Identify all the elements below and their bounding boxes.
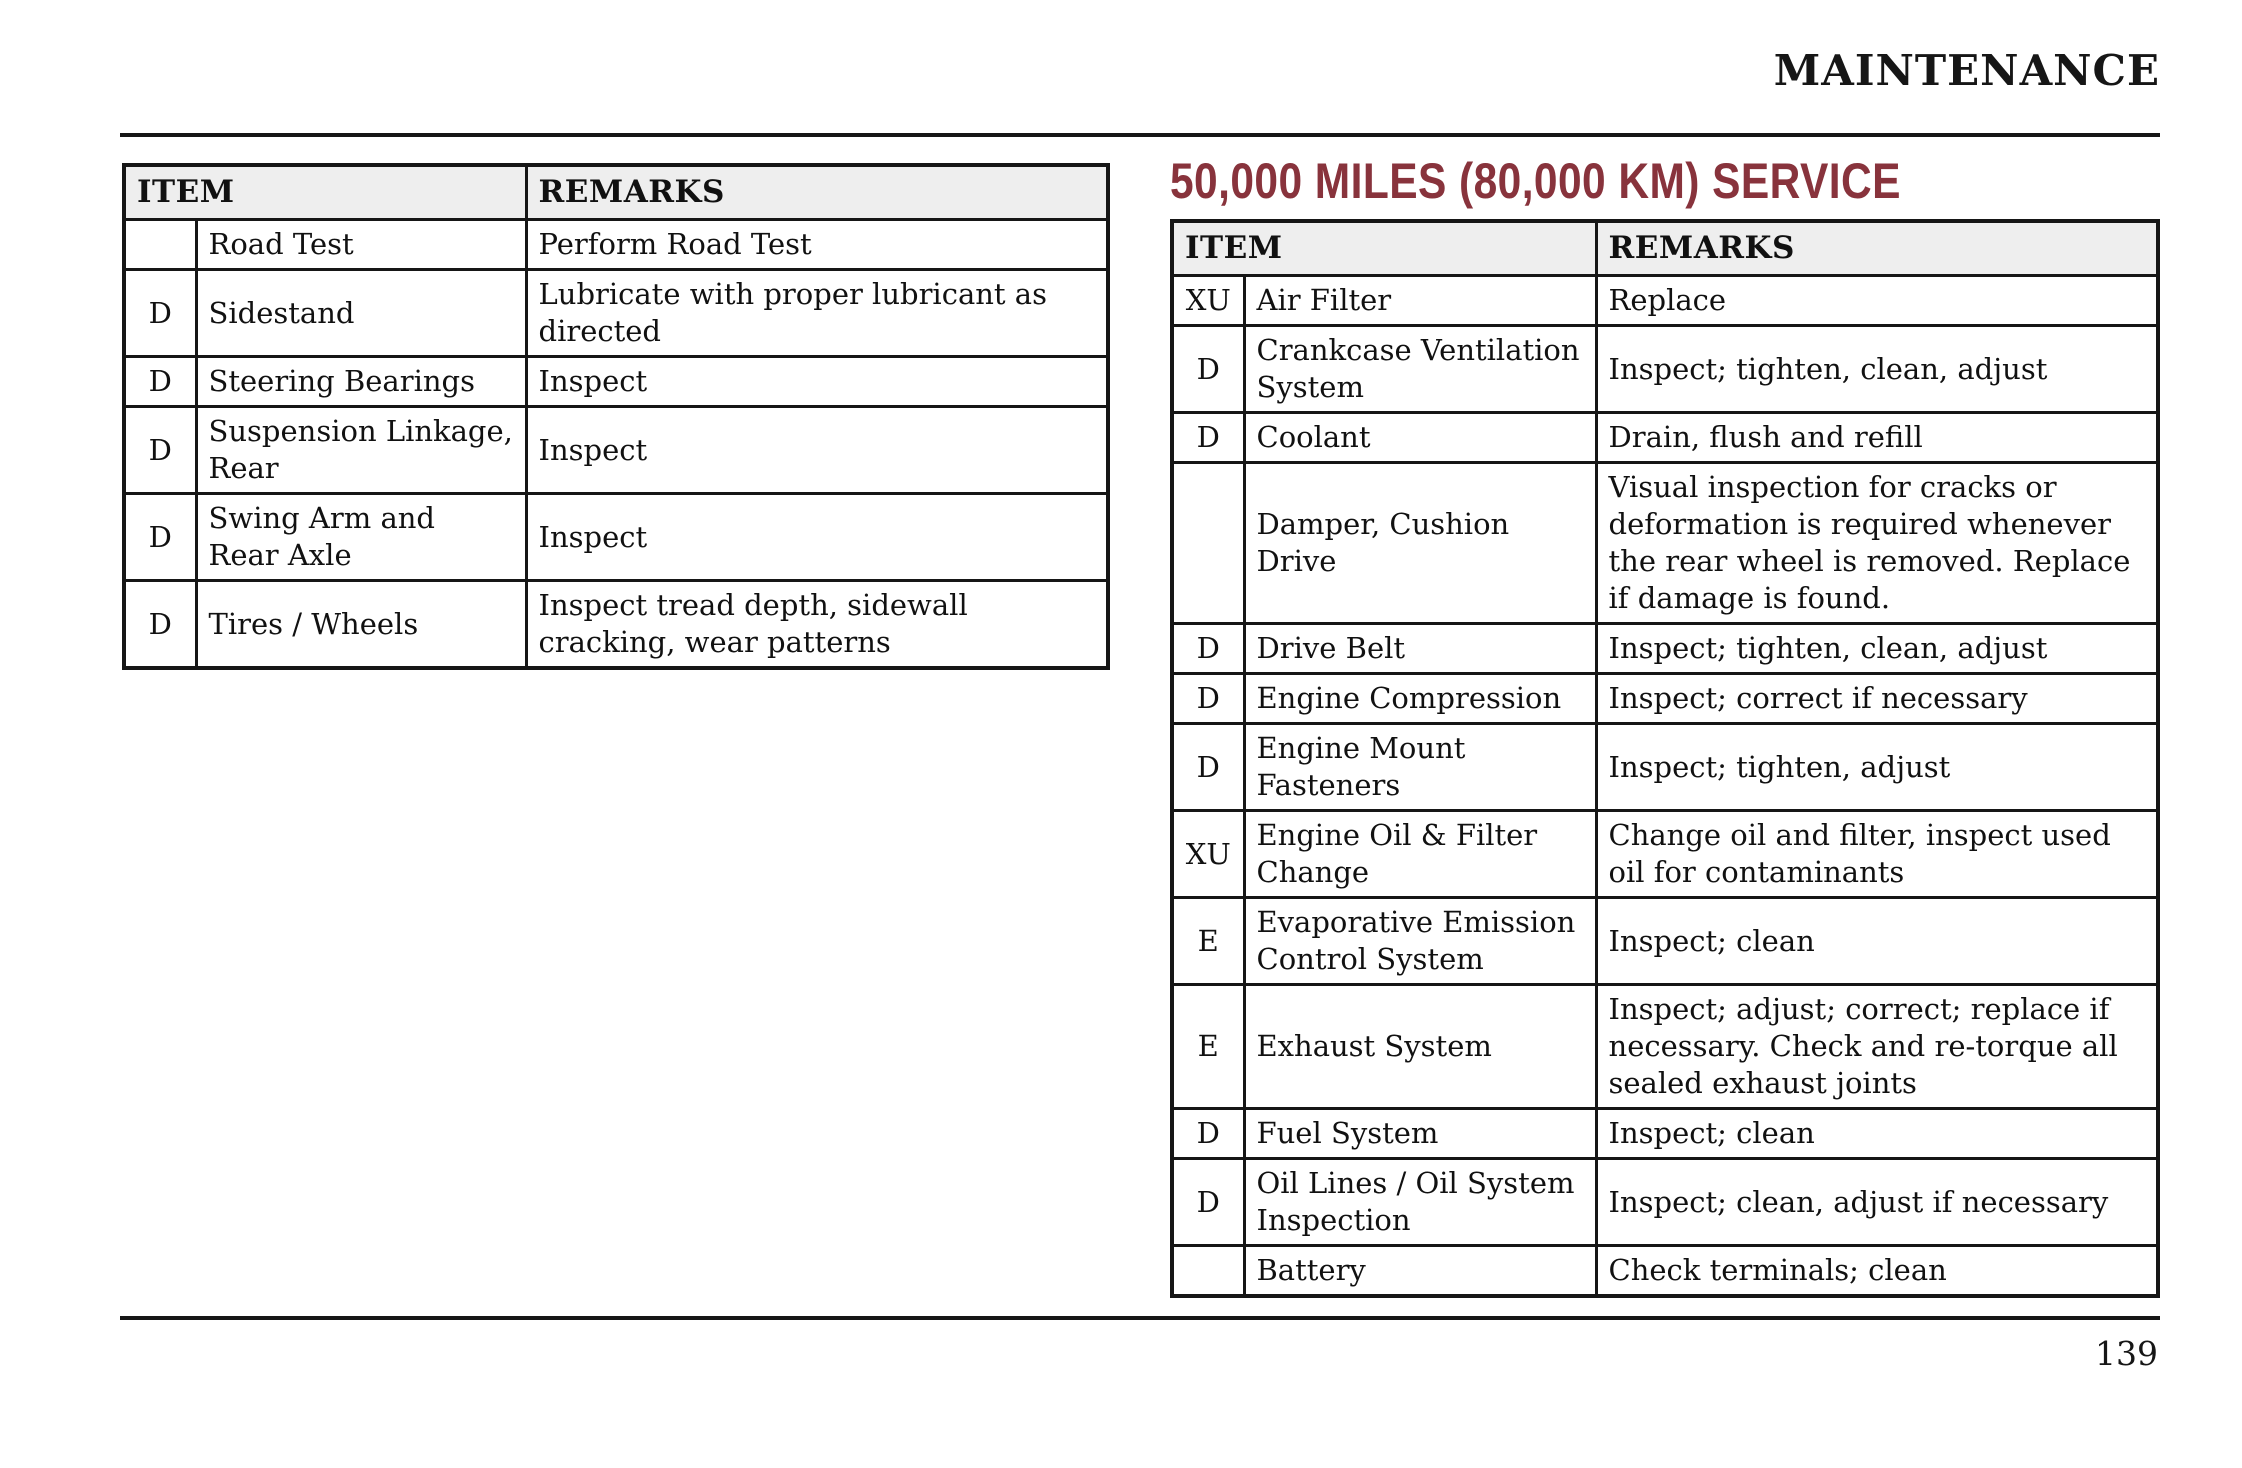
- service-code-cell: D: [1172, 1159, 1244, 1246]
- remarks-cell: Inspect; clean, adjust if necessary: [1596, 1159, 2158, 1246]
- table-row: [1172, 1159, 2158, 1246]
- service-code-cell: D: [1172, 1109, 1244, 1159]
- table-row: [1172, 463, 2158, 624]
- item-cell: Evaporative Emission Control System: [1244, 898, 1596, 985]
- service-code-cell: [1172, 1246, 1244, 1297]
- table-row: [124, 357, 1108, 407]
- item-cell: Suspension Linkage, Rear: [196, 407, 526, 494]
- table-row: [1172, 1246, 2158, 1297]
- remarks-cell: Inspect; tighten, clean, adjust: [1596, 326, 2158, 413]
- table-row: [1172, 724, 2158, 811]
- service-50000-miles-table: [1170, 219, 2160, 1298]
- remarks-cell: Inspect; clean: [1596, 898, 2158, 985]
- item-cell: Oil Lines / Oil System Inspection: [1244, 1159, 1596, 1246]
- item-cell: Fuel System: [1244, 1109, 1596, 1159]
- item-cell: Battery: [1244, 1246, 1596, 1297]
- table-row: [124, 494, 1108, 581]
- service-code-cell: D: [1172, 724, 1244, 811]
- remarks-cell: Lubricate with proper lubricant as directed: [526, 270, 1108, 357]
- header-divider-rule: [120, 133, 2160, 137]
- remarks-cell: Inspect: [526, 357, 1108, 407]
- remarks-cell: Visual inspection for cracks or deformation is required whenever the rear wheel is removed. Replace if damage is found.: [1596, 463, 2158, 624]
- section-title: 50,000 MILES (80,000 KM) SERVICE: [1170, 153, 1901, 209]
- service-code-cell: E: [1172, 898, 1244, 985]
- table-row: [1172, 326, 2158, 413]
- item-cell: Damper, Cushion Drive: [1244, 463, 1596, 624]
- item-cell: Tires / Wheels: [196, 581, 526, 669]
- remarks-cell: Inspect: [526, 407, 1108, 494]
- service-code-cell: D: [124, 494, 196, 581]
- remarks-cell: Inspect; tighten, adjust: [1596, 724, 2158, 811]
- table-row: [124, 407, 1108, 494]
- continued-service-table-section: [122, 163, 1110, 670]
- table-row: [1172, 413, 2158, 463]
- item-cell: Drive Belt: [1244, 624, 1596, 674]
- service-code-cell: D: [124, 270, 196, 357]
- table-row: [1172, 674, 2158, 724]
- remarks-cell: Inspect; adjust; correct; replace if necessary. Check and re-torque all sealed exhaust joints: [1596, 985, 2158, 1109]
- service-code-cell: XU: [1172, 811, 1244, 898]
- item-cell: Crankcase Ventilation System: [1244, 326, 1596, 413]
- table-row: [1172, 624, 2158, 674]
- table-row: [124, 220, 1108, 270]
- remarks-cell: Inspect: [526, 494, 1108, 581]
- item-cell: Air Filter: [1244, 276, 1596, 326]
- service-code-cell: XU: [1172, 276, 1244, 326]
- item-cell: Sidestand: [196, 270, 526, 357]
- remarks-cell: Inspect tread depth, sidewall cracking, wear patterns: [526, 581, 1108, 669]
- table-row: [1172, 276, 2158, 326]
- item-cell: Engine Oil & Filter Change: [1244, 811, 1596, 898]
- service-code-cell: D: [1172, 326, 1244, 413]
- service-code-cell: D: [1172, 413, 1244, 463]
- item-cell: Engine Mount Fasteners: [1244, 724, 1596, 811]
- continued-service-table: [122, 163, 1110, 670]
- service-code-cell: [124, 220, 196, 270]
- service-code-cell: D: [1172, 674, 1244, 724]
- item-cell: Coolant: [1244, 413, 1596, 463]
- footer-divider-rule: [120, 1316, 2160, 1320]
- service-code-cell: E: [1172, 985, 1244, 1109]
- table-header-row: [1172, 221, 2158, 276]
- item-cell: Steering Bearings: [196, 357, 526, 407]
- table-row: [1172, 1109, 2158, 1159]
- service-code-cell: D: [124, 357, 196, 407]
- table-row: [124, 581, 1108, 669]
- remarks-cell: Replace: [1596, 276, 2158, 326]
- table-row: [1172, 985, 2158, 1109]
- table-row: [1172, 811, 2158, 898]
- table-row: [124, 270, 1108, 357]
- remarks-cell: Change oil and filter, inspect used oil for contaminants: [1596, 811, 2158, 898]
- item-column-header: ITEM: [1172, 221, 1596, 276]
- remarks-cell: Inspect; tighten, clean, adjust: [1596, 624, 2158, 674]
- page-number: 139: [2095, 1334, 2158, 1373]
- service-code-cell: [1172, 463, 1244, 624]
- remarks-column-header: REMARKS: [1596, 221, 2158, 276]
- remarks-cell: Inspect; clean: [1596, 1109, 2158, 1159]
- item-column-header: ITEM: [124, 165, 526, 220]
- item-cell: Engine Compression: [1244, 674, 1596, 724]
- table-header-row: [124, 165, 1108, 220]
- page-title: MAINTENANCE: [1773, 46, 2160, 95]
- remarks-column-header: REMARKS: [526, 165, 1108, 220]
- remarks-cell: Perform Road Test: [526, 220, 1108, 270]
- service-code-cell: D: [1172, 624, 1244, 674]
- item-cell: Road Test: [196, 220, 526, 270]
- service-code-cell: D: [124, 407, 196, 494]
- item-cell: Swing Arm and Rear Axle: [196, 494, 526, 581]
- remarks-cell: Drain, flush and refill: [1596, 413, 2158, 463]
- service-50000-miles-section: [1170, 153, 2160, 1298]
- remarks-cell: Check terminals; clean: [1596, 1246, 2158, 1297]
- item-cell: Exhaust System: [1244, 985, 1596, 1109]
- table-row: [1172, 898, 2158, 985]
- remarks-cell: Inspect; correct if necessary: [1596, 674, 2158, 724]
- service-code-cell: D: [124, 581, 196, 669]
